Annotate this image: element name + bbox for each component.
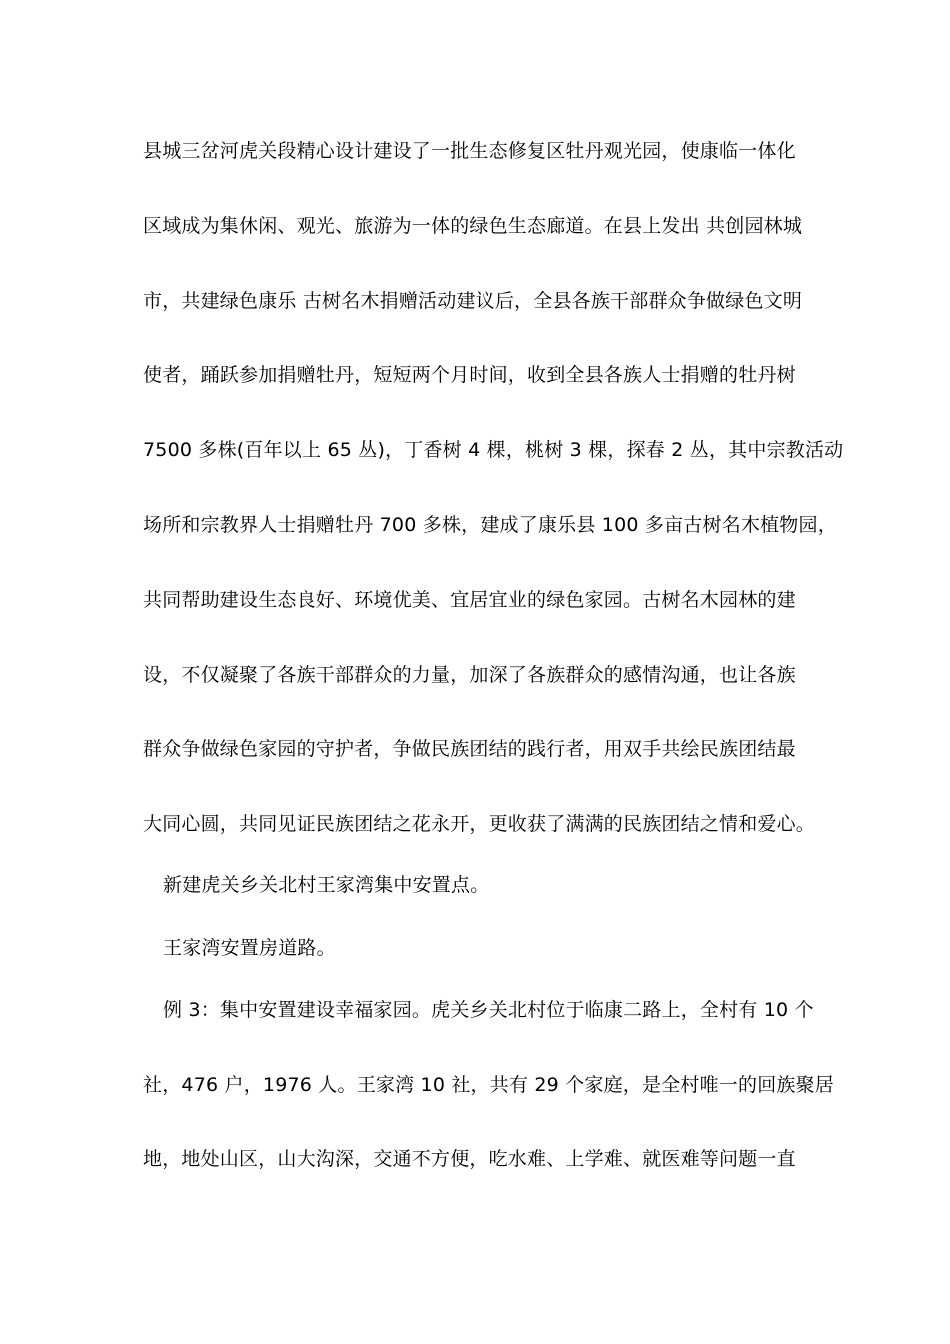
image-caption: 新建虎关乡关北村王家湾集中安置点。 <box>163 874 490 896</box>
body-text-line: 例 3：集中安置建设幸福家园。虎关乡关北村位于临康二路上，全村有 10 个 <box>163 999 814 1021</box>
body-text-line: 县城三岔河虎关段精心设计建设了一批生态修复区牡丹观光园，使康临一体化 <box>143 140 796 162</box>
body-text-line: 市，共建绿色康乐 古树名木捐赠活动建议后，全县各族干部群众争做绿色文明 <box>143 290 803 312</box>
body-text-line: 使者，踊跃参加捐赠牡丹，短短两个月时间，收到全县各族人士捐赠的牡丹树 <box>143 364 796 386</box>
body-text-line: 大同心圆，共同见证民族团结之花永开，更收获了满满的民族团结之情和爱心。 <box>143 813 816 835</box>
image-caption: 王家湾安置房道路。 <box>163 937 336 959</box>
body-text-line: 社，476 户，1976 人。王家湾 10 社，共有 29 个家庭，是全村唯一的回族聚居 <box>143 1074 835 1096</box>
body-text-line: 共同帮助建设生态良好、环境优美、宜居宜业的绿色家园。古树名木园林的建 <box>143 589 796 611</box>
body-text-line: 设，不仅凝聚了各族干部群众的力量，加深了各族群众的感情沟通，也让各族 <box>143 664 796 686</box>
body-text-line: 群众争做绿色家园的守护者，争做民族团结的践行者，用双手共绘民族团结最 <box>143 738 796 760</box>
body-text-line: 地，地处山区，山大沟深，交通不方便，吃水难、上学难、就医难等问题一直 <box>143 1148 796 1170</box>
body-text-line: 7500 多株(百年以上 65 丛)，丁香树 4 棵，桃树 3 棵，探春 2 丛，其中宗教活动 <box>143 439 844 461</box>
body-text-line: 场所和宗教界人士捐赠牡丹 700 多株，建成了康乐县 100 多亩古树名木植物园， <box>143 514 837 536</box>
body-text-line: 区域成为集休闲、观光、旅游为一体的绿色生态廊道。在县上发出 共创园林城 <box>143 215 803 237</box>
